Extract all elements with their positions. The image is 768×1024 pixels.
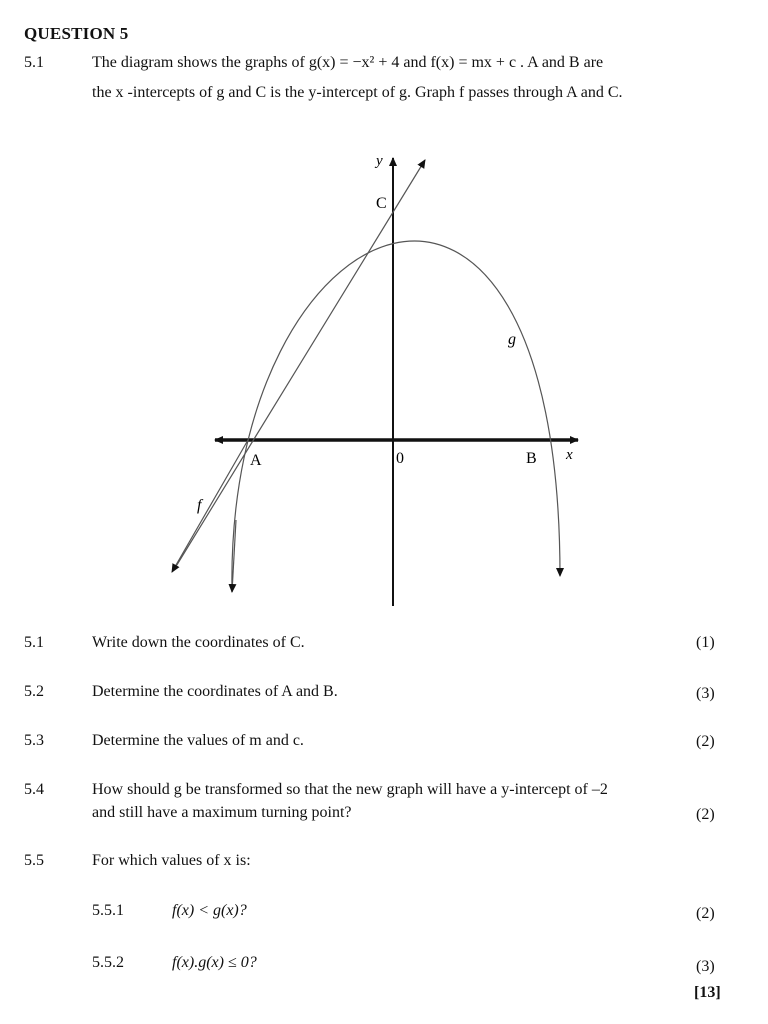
subquestion-number-5-5-2: 5.5.2 <box>92 954 124 971</box>
total-marks: [13] <box>694 984 721 1001</box>
question-text-5-1: Write down the coordinates of C. <box>92 634 305 651</box>
question-text-5-5: For which values of x is: <box>92 852 251 869</box>
question-heading: QUESTION 5 <box>24 24 129 43</box>
question-text-5-4-line-1: How should g be transformed so that the new graph will have a y-intercept of –2 <box>92 781 608 798</box>
question-number-5-1: 5.1 <box>24 634 44 651</box>
question-number-5-4: 5.4 <box>24 781 44 798</box>
marks-5-4: (2) <box>696 806 715 823</box>
intro-number: 5.1 <box>24 54 44 71</box>
question-number-5-2: 5.2 <box>24 683 44 700</box>
marks-5-1: (1) <box>696 634 715 651</box>
parabola-g <box>232 241 560 592</box>
graph-f-label: f <box>197 497 202 514</box>
origin-label: 0 <box>396 450 404 467</box>
question-text-5-4-line-2: and still have a maximum turning point? <box>92 804 352 821</box>
intro-line-1: The diagram shows the graphs of g(x) = −x² + 4 and f(x) = mx + c . A and B are <box>92 54 604 71</box>
point-c-label: C <box>376 195 387 212</box>
intro-line-2: the x -intercepts of g and C is the y-intercept of g. Graph f passes through A and C. <box>92 84 623 101</box>
graph-g-label: g <box>508 331 516 348</box>
question-number-5-5: 5.5 <box>24 852 44 869</box>
question-number-5-3: 5.3 <box>24 732 44 749</box>
question-text-5-3: Determine the values of m and c. <box>92 732 304 749</box>
subquestion-text-5-5-2: f(x).g(x) ≤ 0? <box>172 954 257 971</box>
marks-5-5-2: (3) <box>696 958 715 975</box>
marks-5-5-1: (2) <box>696 905 715 922</box>
marks-5-3: (2) <box>696 733 715 750</box>
x-axis-label: x <box>566 447 573 463</box>
line-f <box>175 160 425 568</box>
question-text-5-2: Determine the coordinates of A and B. <box>92 683 338 700</box>
point-a-label: A <box>250 452 262 469</box>
marks-5-2: (3) <box>696 685 715 702</box>
point-b-label: B <box>526 450 537 467</box>
y-axis-label: y <box>376 153 383 169</box>
subquestion-text-5-5-1: f(x) < g(x)? <box>172 902 247 919</box>
subquestion-number-5-5-1: 5.5.1 <box>92 902 124 919</box>
